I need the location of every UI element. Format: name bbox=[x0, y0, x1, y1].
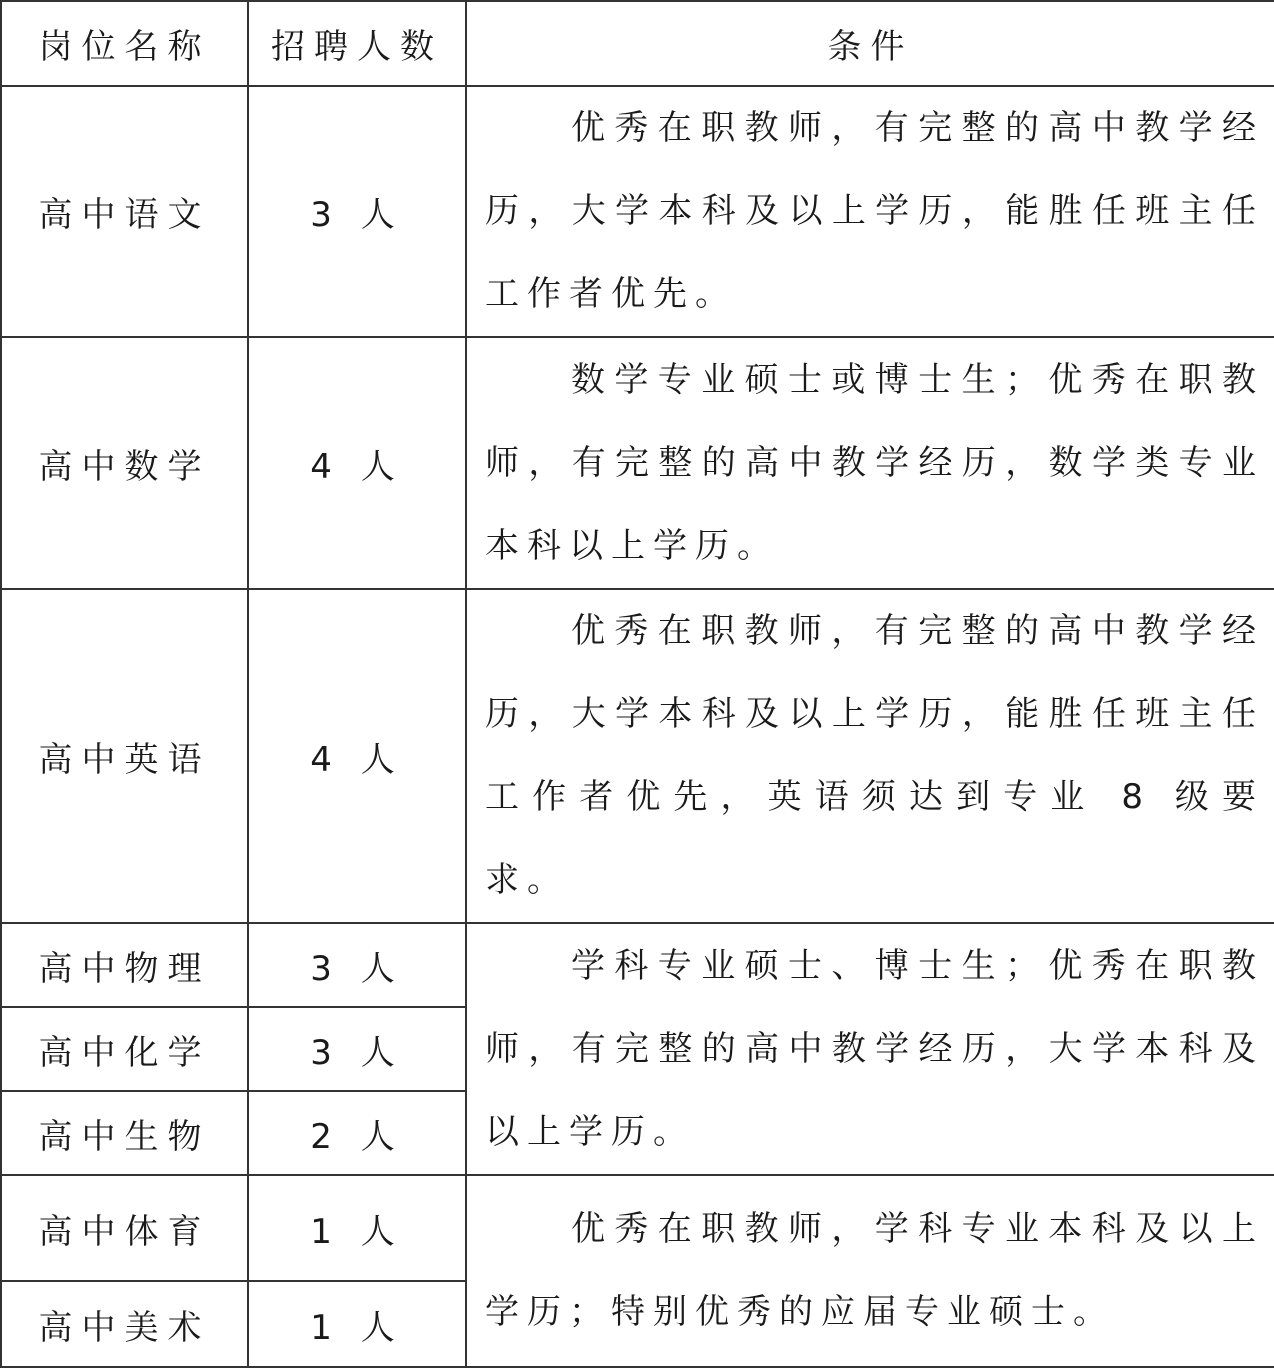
position-cell: 高中语文 bbox=[1, 86, 248, 337]
position-cell: 高中数学 bbox=[1, 337, 248, 589]
header-row bbox=[1, 1, 1274, 86]
table-row bbox=[1, 589, 1274, 923]
conditions-cell: 优秀在职教师，有完整的高中教学经历，大学本科及以上学历，能胜任班主任工作者优先。 bbox=[466, 86, 1274, 337]
count-cell: 3 人 bbox=[248, 923, 466, 1007]
conditions-cell: 优秀在职教师，学科专业本科及以上学历；特别优秀的应届专业硕士。 bbox=[466, 1175, 1274, 1367]
position-cell: 高中物理 bbox=[1, 923, 248, 1007]
conditions-cell: 学科专业硕士、博士生；优秀在职教师，有完整的高中教学经历，大学本科及以上学历。 bbox=[466, 923, 1274, 1175]
count-cell: 4 人 bbox=[248, 337, 466, 589]
table-row bbox=[1, 337, 1274, 589]
position-cell: 高中英语 bbox=[1, 589, 248, 923]
table-row bbox=[1, 923, 1274, 1007]
conditions-cell: 优秀在职教师，有完整的高中教学经历，大学本科及以上学历，能胜任班主任工作者优先，英语须达到专业 8 级要求。 bbox=[466, 589, 1274, 923]
count-cell: 1 人 bbox=[248, 1175, 466, 1281]
header-position: 岗位名称 bbox=[1, 1, 248, 86]
header-count: 招聘人数 bbox=[248, 1, 466, 86]
count-cell: 4 人 bbox=[248, 589, 466, 923]
conditions-cell: 数学专业硕士或博士生；优秀在职教师，有完整的高中教学经历，数学类专业本科以上学历。 bbox=[466, 337, 1274, 589]
header-conditions: 条件 bbox=[466, 1, 1274, 86]
count-cell: 3 人 bbox=[248, 1007, 466, 1091]
count-cell: 3 人 bbox=[248, 86, 466, 337]
position-cell: 高中化学 bbox=[1, 1007, 248, 1091]
table-row bbox=[1, 86, 1274, 337]
position-cell: 高中体育 bbox=[1, 1175, 248, 1281]
position-cell: 高中生物 bbox=[1, 1091, 248, 1175]
count-cell: 1 人 bbox=[248, 1281, 466, 1367]
position-cell: 高中美术 bbox=[1, 1281, 248, 1367]
count-cell: 2 人 bbox=[248, 1091, 466, 1175]
table-row bbox=[1, 1175, 1274, 1281]
